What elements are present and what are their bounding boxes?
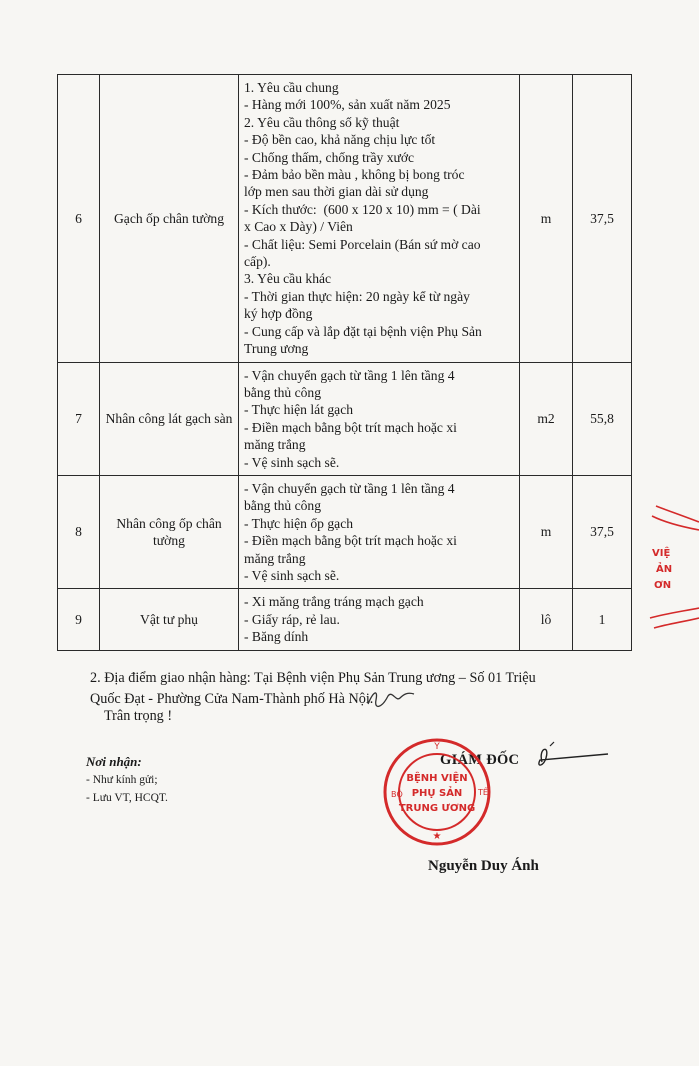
cell-quantity: 37,5 [573,475,632,588]
requirement-line: 2. Yêu cầu thông số kỹ thuật [244,114,400,130]
requirement-line: lớp men sau thời gian dài sử dụng [244,184,429,200]
requirement-line: - Kích thước: (600 x 120 x 10) mm = ( Dài [244,201,481,217]
requirement-line: 3. Yêu cầu khác [244,271,332,287]
initial-signature [364,686,416,710]
requirement-line: ký hợp đồng [244,306,313,322]
requirement-line: - Xi măng trắng tráng mạch gạch [244,594,424,610]
cell-stt: 6 [58,75,100,363]
requirement-line: bằng thủ công [244,498,322,514]
cell-quantity: 37,5 [573,75,632,363]
requirement-line: - Giấy ráp, rẻ lau. [244,611,340,627]
cell-item-name: Vật tư phụ [100,589,239,650]
cell-unit: m [520,475,573,588]
signer-name: Nguyễn Duy Ánh [428,858,539,874]
delivery-note [90,668,610,710]
director-signature [520,740,610,775]
spec-table-body [58,75,632,651]
requirement-line: - Thực hiện ốp gạch [244,515,354,531]
table-row [58,589,632,650]
cell-item-name: Gạch ốp chân tường [100,75,239,363]
cell-quantity: 55,8 [573,362,632,475]
requirement-line: - Cung cấp và lắp đặt tại bệnh viện Phụ Sản [244,323,482,339]
cell-requirements [239,75,520,363]
requirement-line: - Độ bền cao, khả năng chịu lực tốt [244,132,436,148]
delivery-note-line2: Quốc Đạt - Phường Cửa Nam-Thành phố Hà Nội. [90,691,374,707]
requirement-line: - Điền mạch bằng bột trít mạch hoặc xi [244,419,457,435]
requirement-line: - Chất liệu: Semi Porcelain (Bán sứ mờ cao [244,236,481,252]
requirement-line: - Thực hiện lát gạch [244,402,354,418]
requirement-line: - Vệ sinh sạch sẽ. [244,454,340,470]
signer-title: GIÁM ĐỐC [440,752,520,768]
svg-text:BỆNH VIỆN: BỆNH VIỆN [406,773,468,784]
closing-regards: Trân trọng ! [104,708,173,724]
spec-table [57,74,632,651]
svg-text:VIỆ: VIỆ [652,548,671,559]
cell-unit: m2 [520,362,573,475]
requirement-line: - Hàng mới 100%, sản xuất năm 2025 [244,97,451,113]
cell-unit: m [520,75,573,363]
recipients-title: Nơi nhận: [86,754,142,769]
requirement-line: - Vận chuyển gạch từ tầng 1 lên tầng 4 [244,480,455,496]
side-seal-fragment [648,500,699,640]
requirement-line: - Thời gian thực hiện: 20 ngày kể từ ngày [244,288,470,304]
delivery-note-line1: 2. Địa điểm giao nhận hàng: Tại Bệnh viện Phụ Sản Trung ương – Số 01 Triệu [90,670,536,686]
svg-text:TẾ: TẾ [478,788,488,797]
cell-requirements [239,475,520,588]
requirement-line: - Vận chuyển gạch từ tầng 1 lên tầng 4 [244,367,455,383]
svg-text:TRUNG ƯƠNG: TRUNG ƯƠNG [398,803,476,814]
requirement-line: - Đảm bảo bền màu , không bị bong tróc [244,167,465,183]
requirement-line: Trung ương [244,341,309,357]
svg-text:PHỤ SẢN: PHỤ SẢN [411,788,463,799]
cell-requirements [239,362,520,475]
recipient-item: - Như kính gửi; [86,774,158,786]
requirement-line: - Điền mạch bằng bột trít mạch hoặc xi [244,533,457,549]
requirement-line: măng trắng [244,550,306,566]
table-row [58,75,632,363]
svg-text:BỘ: BỘ [391,790,403,799]
table-row [58,362,632,475]
svg-text:ẢN: ẢN [656,564,673,575]
requirement-line: - Chống thấm, chống trầy xước [244,149,415,165]
cell-item-name: Nhân công lát gạch sàn [100,362,239,475]
cell-unit: lô [520,589,573,650]
svg-text:★: ★ [432,831,442,842]
cell-stt: 8 [58,475,100,588]
requirement-line: x Cao x Dày) / Viên [244,219,353,235]
hospital-seal [380,735,495,850]
cell-quantity: 1 [573,589,632,650]
svg-text:ƠN: ƠN [654,580,672,591]
cell-requirements [239,589,520,650]
cell-stt: 7 [58,362,100,475]
requirement-line: cấp). [244,254,271,270]
table-row [58,475,632,588]
requirement-line: - Băng dính [244,629,309,645]
requirement-line: - Vệ sinh sạch sẽ. [244,567,340,583]
recipient-item: - Lưu VT, HCQT. [86,792,168,804]
cell-item-name: Nhân công ốp chân tường [100,475,239,588]
requirement-line: bằng thủ công [244,384,322,400]
svg-text:Y: Y [434,742,440,752]
requirement-line: 1. Yêu cầu chung [244,80,339,95]
cell-stt: 9 [58,589,100,650]
requirement-line: măng trắng [244,437,306,453]
